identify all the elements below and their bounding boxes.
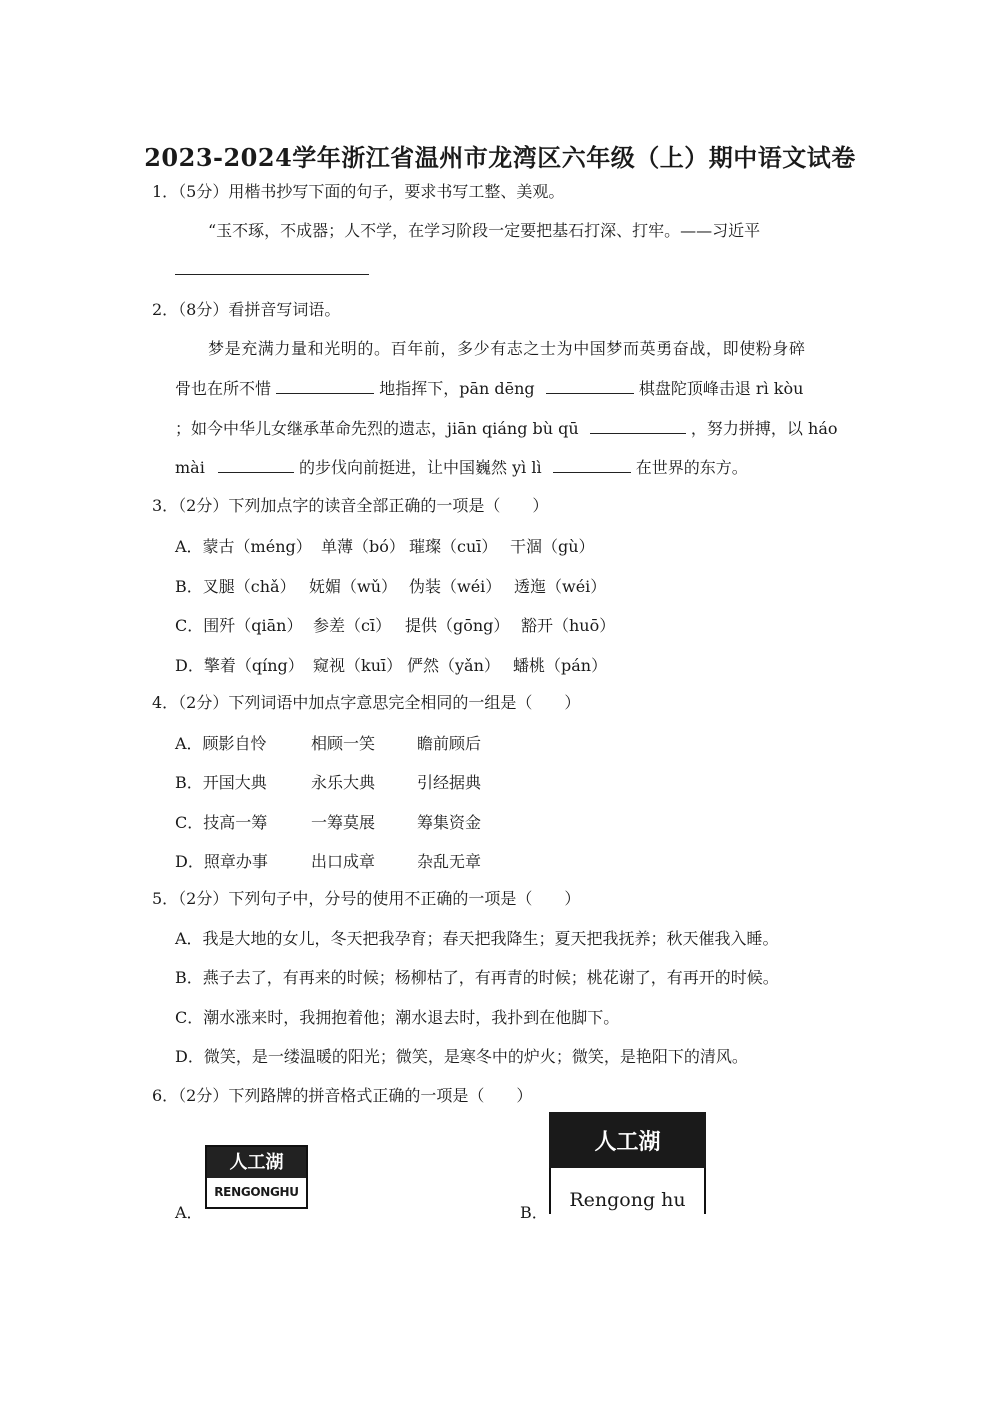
q3-d-2: 窥视（kuī）	[313, 656, 403, 675]
q6-sign-b[interactable]	[549, 1112, 706, 1214]
q2-line-2-c: 棋盘陀顶峰击退 rì kòu	[638, 379, 804, 398]
q3-b-2: 妩媚（wǔ）	[309, 577, 398, 596]
q2-line-4-b: 的步伐向前挺进，让中国巍然 yì lì	[299, 458, 542, 477]
q1-answer-line[interactable]	[175, 274, 369, 275]
q4-d-2: 出口成章	[311, 852, 376, 871]
q2-line-4-c: 在世界的东方。	[635, 458, 748, 477]
q3-d-1: D．擎着（qíng）	[175, 656, 304, 675]
q3-option-d[interactable]	[175, 655, 607, 677]
q3-d-3: 俨然（yǎn）	[407, 656, 500, 675]
q5-option-b[interactable]: B．燕子去了，有再来的时候；杨柳枯了，有再青的时候；桃花谢了，有再开的时候。	[175, 968, 779, 987]
q2-blank-2[interactable]	[546, 377, 634, 394]
q2-line-3-b: ，努力拼搏，以 háo	[690, 419, 838, 438]
q2-line-4	[175, 456, 748, 479]
q5-stem: 5．（2分）下列句子中，分号的使用不正确的一项是（ ）	[152, 889, 581, 908]
q4-c-1: C．技高一筹	[175, 813, 268, 832]
q3-c-1: C．围歼（qiān）	[175, 616, 303, 635]
q1-stem: 1．（5分）用楷书抄写下面的句子，要求书写工整、美观。	[152, 182, 565, 201]
q4-a-3: 瞻前顾后	[417, 734, 482, 753]
q2-stem: 2．（8分）看拼音写词语。	[152, 300, 341, 319]
q4-b-1: B．开国大典	[175, 773, 267, 792]
q2-line-1: 梦是充满力量和光明的。百年前，多少有志之士为中国梦而英勇奋战，即使粉身碎	[208, 339, 806, 358]
q5-option-d[interactable]: D．微笑，是一缕温暖的阳光；微笑，是寒冬中的炉火；微笑，是艳阳下的清风。	[175, 1047, 748, 1066]
q6-option-a-label[interactable]: A．	[175, 1203, 203, 1222]
q3-a-3: 璀璨（cuī）	[409, 537, 498, 556]
q5-option-a[interactable]: A．我是大地的女儿，冬天把我孕育；春天把我降生；夏天把我抚养；秋天催我入睡。	[175, 929, 779, 948]
q3-d-4: 蟠桃（pán）	[513, 656, 608, 675]
q4-option-a[interactable]	[175, 733, 481, 755]
sign-a-pinyin: RENGONGHU	[214, 1185, 299, 1199]
q3-b-3: 伪装（wéi）	[409, 577, 502, 596]
q3-stem: 3．（2分）下列加点字的读音全部正确的一项是（ ）	[152, 496, 549, 515]
q2-line-2-b: 地指挥下，pān dēng	[379, 379, 535, 398]
q2-blank-4[interactable]	[218, 456, 294, 473]
q4-b-3: 引经据典	[417, 773, 482, 792]
q2-line-4-a: mài	[175, 458, 205, 477]
q3-a-2: 单薄（bó）	[321, 537, 405, 556]
q3-a-4: 干涸（gù）	[510, 537, 595, 556]
q5-option-c[interactable]: C．潮水涨来时，我拥抱着他；潮水退去时，我扑到在他脚下。	[175, 1008, 620, 1027]
q3-b-4: 透迤（wéi）	[514, 577, 607, 596]
q6-sign-a[interactable]	[205, 1145, 308, 1209]
q4-option-c[interactable]	[175, 812, 481, 834]
q6-option-b-label[interactable]: B．	[520, 1203, 548, 1222]
sign-a-chinese: 人工湖	[207, 1147, 306, 1178]
q2-line-2	[175, 377, 803, 400]
q3-c-3: 提供（gōng）	[405, 616, 510, 635]
q4-c-2: 一筹莫展	[311, 813, 376, 832]
q4-stem: 4．（2分）下列词语中加点字意思完全相同的一组是（ ）	[152, 693, 581, 712]
q3-c-4: 豁开（huō）	[521, 616, 616, 635]
q2-blank-5[interactable]	[553, 456, 631, 473]
q3-c-2: 参差（cī）	[313, 616, 392, 635]
q2-line-2-a: 骨也在所不惜	[175, 379, 272, 398]
q3-option-a[interactable]	[175, 536, 595, 558]
page-title: 2023-2024学年浙江省温州市龙湾区六年级（上）期中语文试卷	[144, 143, 856, 172]
q4-a-2: 相顾一笑	[311, 734, 376, 753]
q1-quote: “玉不琢，不成器；人不学，在学习阶段一定要把基石打深、打牢。——习近平	[208, 221, 761, 240]
q2-line-3-a: ；如今中华儿女继承革命先烈的遗志，jiān qiáng bù qū	[175, 419, 579, 438]
q2-line-3	[175, 417, 838, 440]
q4-option-d[interactable]	[175, 851, 481, 873]
q4-c-3: 筹集资金	[417, 813, 482, 832]
sign-b-chinese: 人工湖	[549, 1112, 706, 1168]
q3-a-1: A．蒙古（méng）	[175, 537, 312, 556]
q4-option-b[interactable]	[175, 772, 481, 794]
q3-option-c[interactable]	[175, 615, 615, 637]
q3-option-b[interactable]	[175, 576, 606, 598]
q4-d-3: 杂乱无章	[417, 852, 482, 871]
q2-blank-3[interactable]	[590, 417, 686, 434]
q2-blank-1[interactable]	[276, 377, 374, 394]
q4-b-2: 永乐大典	[311, 773, 376, 792]
q6-stem: 6．（2分）下列路牌的拼音格式正确的一项是（ ）	[152, 1086, 533, 1105]
q4-a-1: A．顾影自怜	[175, 734, 267, 753]
sign-b-pinyin: Rengong hu	[549, 1168, 706, 1214]
q3-b-1: B．叉腿（chǎ）	[175, 577, 296, 596]
q4-d-1: D．照章办事	[175, 852, 268, 871]
